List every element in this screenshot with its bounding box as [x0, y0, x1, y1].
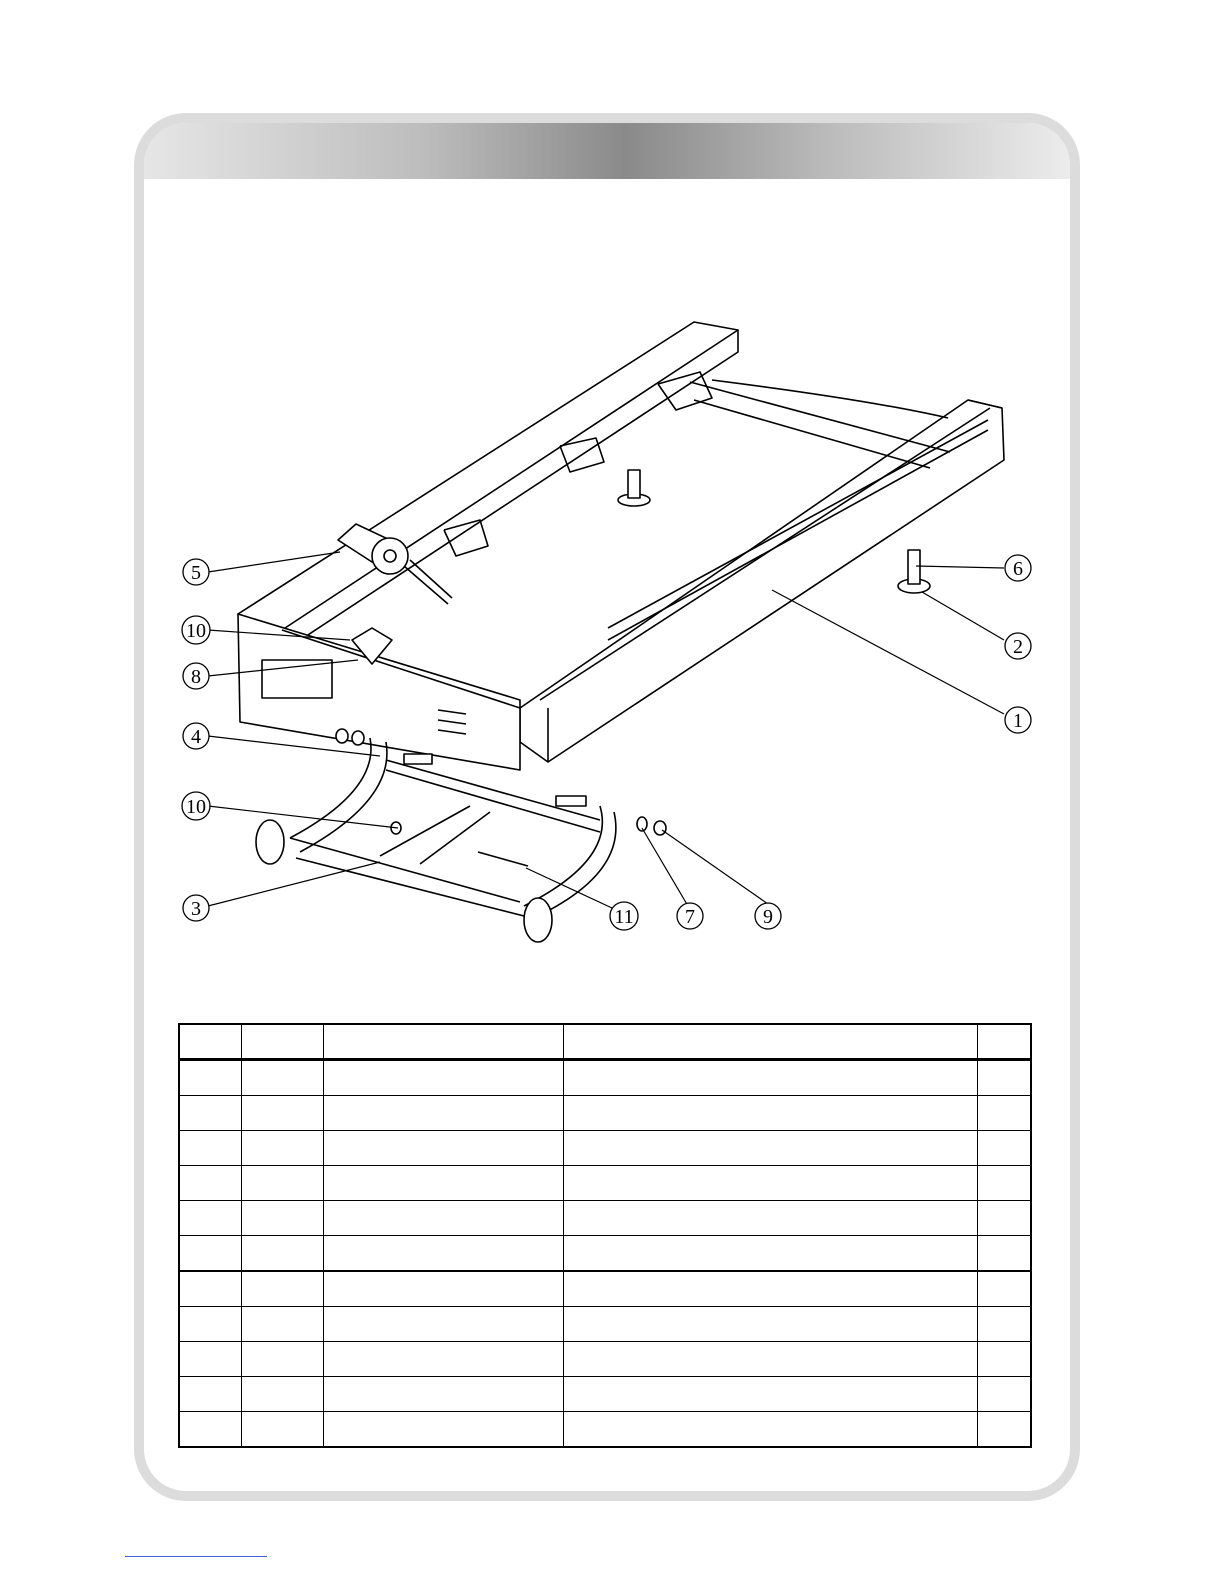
callout-5 — [183, 559, 209, 585]
callout-11 — [610, 902, 638, 930]
svg-text:1: 1 — [1013, 710, 1023, 732]
callout-6 — [1005, 555, 1031, 581]
svg-text:10: 10 — [186, 796, 206, 818]
leveling-foot-center — [618, 470, 650, 506]
svg-text:9: 9 — [763, 906, 773, 928]
rear-base — [256, 738, 616, 942]
table-row — [179, 1307, 1031, 1342]
table-row — [179, 1201, 1031, 1236]
table-row — [179, 1271, 1031, 1307]
svg-text:11: 11 — [614, 906, 634, 928]
callout-1 — [1005, 707, 1031, 733]
svg-text:4: 4 — [191, 726, 201, 748]
table-row — [179, 1236, 1031, 1272]
callout-2 — [1005, 633, 1031, 659]
table-row — [179, 1377, 1031, 1412]
svg-text:3: 3 — [191, 898, 201, 920]
header-cell — [179, 1024, 241, 1060]
header-cell — [241, 1024, 323, 1060]
header-cell — [323, 1024, 563, 1060]
header-cell — [563, 1024, 977, 1060]
svg-text:6: 6 — [1013, 558, 1023, 580]
svg-text:7: 7 — [685, 906, 695, 928]
table-row — [179, 1131, 1031, 1166]
svg-text:10: 10 — [186, 620, 206, 642]
parts-list-table — [178, 1023, 1032, 1448]
table-row — [179, 1342, 1031, 1377]
table-row — [179, 1060, 1031, 1096]
header-cell — [977, 1024, 1031, 1060]
svg-text:2: 2 — [1013, 636, 1023, 658]
footer-rule — [125, 1556, 267, 1557]
callout-9 — [755, 903, 781, 929]
callout-7 — [677, 903, 703, 929]
callout-10-upper — [182, 616, 210, 644]
table-row — [179, 1096, 1031, 1131]
callout-4 — [183, 723, 209, 749]
callout-8 — [183, 663, 209, 689]
callout-3 — [183, 895, 209, 921]
table-header-row — [179, 1024, 1031, 1060]
svg-text:5: 5 — [191, 562, 201, 584]
callout-10-lower — [182, 792, 210, 820]
svg-text:8: 8 — [191, 666, 201, 688]
table-row — [179, 1166, 1031, 1201]
lock-assembly — [338, 524, 452, 664]
table-row — [179, 1412, 1031, 1448]
leveling-foot-right — [898, 550, 930, 593]
